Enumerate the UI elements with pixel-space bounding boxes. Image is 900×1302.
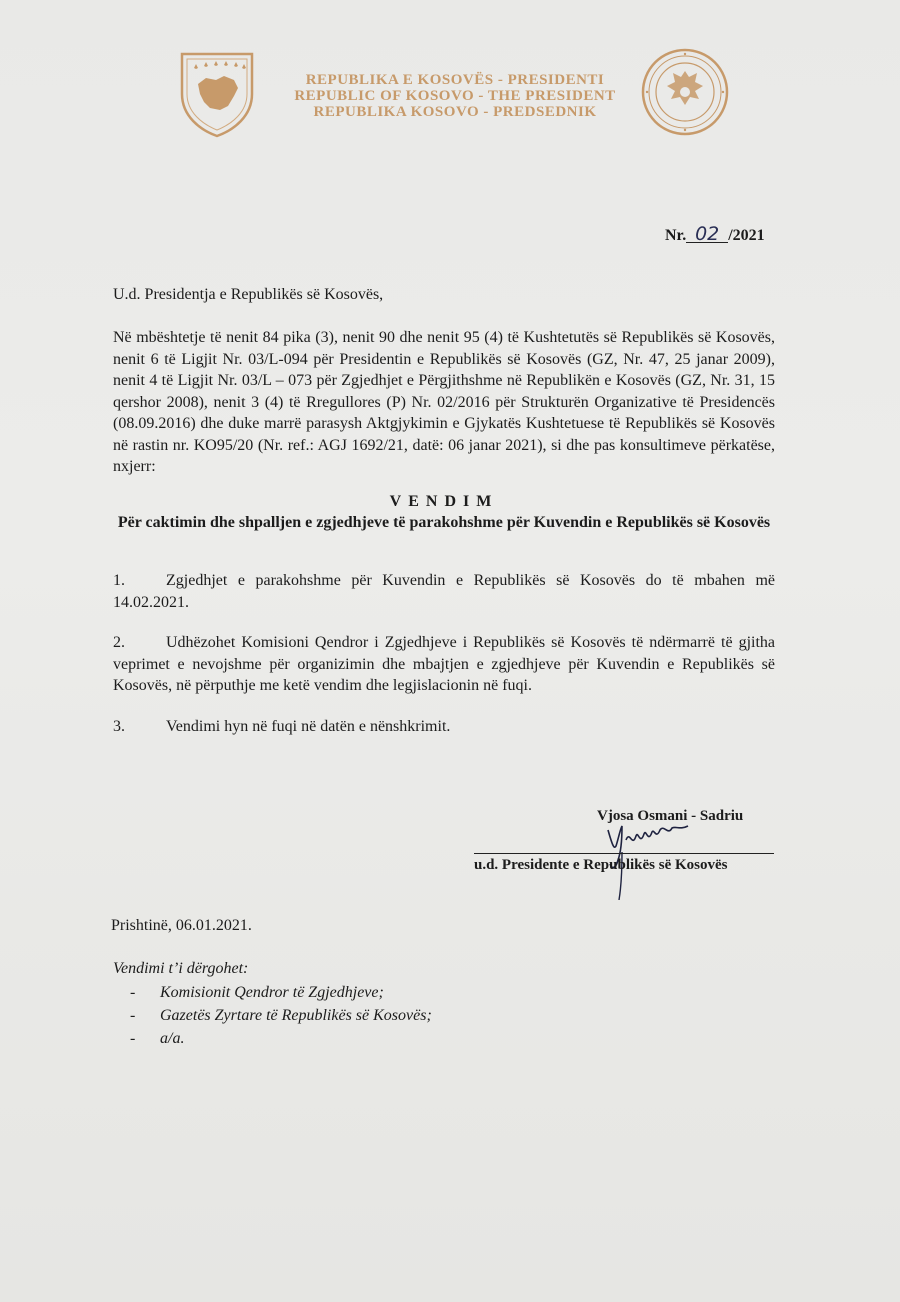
article-text: Udhëzohet Komisioni Qendror i Zgjedhjeve i Republikës së Kosovës të ndërmarrë të gjitha veprimet e nevojshme për organizimin dhe mbajtjen e zgjedhjeve për Kuvendin e Republikës së Kosovës, në përputhje me ketë vendim dhe legjislacionin në fuqi. bbox=[113, 634, 775, 694]
salutation: U.d. Presidentja e Republikës së Kosovës, bbox=[113, 286, 384, 303]
article-number: 3. bbox=[113, 718, 125, 735]
letterhead-line-albanian: REPUBLIKA E KOSOVËS - PRESIDENTI bbox=[305, 72, 605, 88]
recipient-text: Gazetës Zyrtare të Republikës së Kosovës; bbox=[160, 1007, 432, 1024]
article-number: 2. bbox=[113, 634, 125, 651]
signatory-title: u.d. Presidente e Republikës së Kosovës bbox=[474, 857, 728, 873]
article-item bbox=[113, 570, 775, 613]
decision-heading: VENDIM bbox=[389, 493, 499, 510]
reference-prefix: Nr. bbox=[665, 227, 687, 244]
handwritten-signature bbox=[588, 800, 708, 900]
signatory-name: Vjosa Osmani - Sadriu bbox=[597, 808, 744, 824]
reference-number bbox=[665, 223, 765, 245]
decision-title bbox=[113, 491, 775, 533]
recipient-text: Komisionit Qendror të Zgjedhjeve; bbox=[160, 984, 384, 1001]
preamble-paragraph: Në mbështetje të nenit 84 pika (3), nenit 90 dhe nenit 95 (4) të Kushtetutës së Republikës së Kosovës, nenit 6 të Ligjit Nr. 03/L-094 për Presidentin e Republikës së Kosovës (GZ, Nr. 47, 25 janar 2009), nenit 4 të Ligjit Nr. 03/L – 073 për Zgjedhjet e Përgjithshme në Republikën e Kosovës (GZ, Nr. 31, 15 qershor 2008), nenit 3 (4) të Rregullores (P) Nr. 02/2016 për Strukturën Organizative të Presidencës (08.09.2016) dhe duke marrë parasysh Aktgjykimin e Gjykatës Kushtetuese të Republikës së Kosovës në rastin nr. KO95/20 (Nr. ref.: AGJ 1692/21, datë: 06 janar 2021), si dhe pas konsultimeve përkatëse, nxjerr: bbox=[113, 329, 775, 475]
reference-handwritten-number: 02 bbox=[686, 226, 728, 243]
recipient-text: a/a. bbox=[160, 1030, 185, 1047]
decision-subtitle: Për caktimin dhe shpalljen e zgjedhjeve të parakohshme për Kuvendin e Republikës së Kosovës bbox=[117, 514, 771, 531]
article-text: Zgjedhjet e parakohshme për Kuvendin e Republikës së Kosovës do të mbahen më 14.02.2021. bbox=[113, 572, 775, 611]
article-number: 1. bbox=[113, 572, 125, 589]
list-item: - a/a. bbox=[130, 1030, 185, 1047]
list-item: - Komisionit Qendror të Zgjedhjeve; bbox=[130, 984, 384, 1001]
letterhead-line-english: REPUBLIC OF KOSOVO - THE PRESIDENT bbox=[294, 88, 616, 104]
presidential-seal-icon bbox=[640, 47, 730, 137]
article-text: Vendimi hyn në fuqi në datën e nënshkrimit. bbox=[166, 718, 451, 735]
distribution-list bbox=[130, 981, 432, 1050]
letterhead bbox=[280, 72, 630, 120]
letterhead-line-serbian: REPUBLIKA KOSOVO - PREDSEDNIK bbox=[313, 104, 597, 120]
place-and-date: Prishtinë, 06.01.2021. bbox=[111, 917, 252, 934]
signature-line bbox=[474, 853, 774, 854]
distribution-heading: Vendimi t’i dërgohet: bbox=[113, 960, 249, 977]
article-item bbox=[113, 632, 775, 697]
reference-year: /2021 bbox=[728, 227, 765, 244]
article-item bbox=[113, 716, 775, 738]
list-item: - Gazetës Zyrtare të Republikës së Kosovës; bbox=[130, 1007, 432, 1024]
coat-of-arms-icon bbox=[178, 50, 256, 138]
